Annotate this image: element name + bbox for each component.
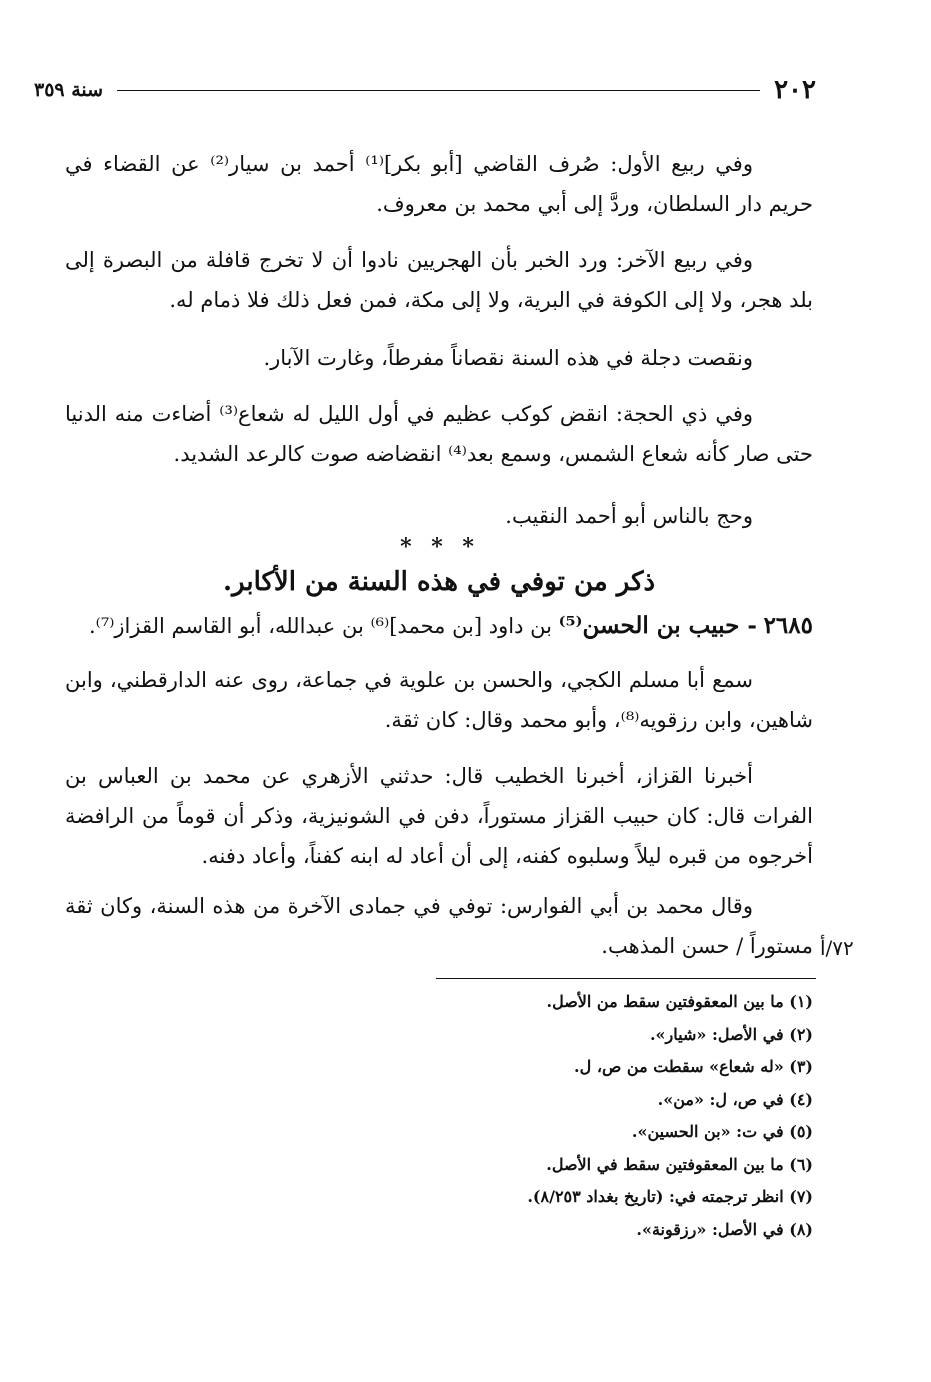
footnote-item: (٥) في ت: «بن الحسين». [631,1122,813,1141]
section-separator-stars: * * * [400,534,480,560]
section-title: ذكر من توفي في هذه السنة من الأكابر. [222,567,656,597]
manuscript-folio-marker: ٧٢/أ [820,936,854,960]
paragraph-death-date: وقال محمد بن أبي الفوارس: توفي في جمادى الآخرة من هذه السنة، وكان ثقة مستوراً / حسن المذهب. [65,894,813,958]
paragraph-rabi-akhir: وفي ربيع الآخر: ورد الخبر بأن الهجريين نادوا أن لا تخرج قافلة من البصرة إلى بلد هجر، ولا إلى الكوفة في البرية، ولا إلى مكة، فمن فعل ذلك فلا ذمام له. [65,248,813,312]
running-head-year: سنة ٣٥٩ [34,79,104,101]
footnote-item: (٧) انظر ترجمته في: (تاريخ بغداد ٨/٢٥٣). [527,1187,813,1206]
footnote-rule [436,978,816,979]
entry-name-text: حبيب بن الحسن⁽⁵⁾ [558,612,740,639]
paragraph-dhul-hijja: وفي ذي الحجة: انقض كوكب عظيم في أول الليل له شعاع⁽³⁾ أضاءت منه الدنيا حتى صار كأنه شعاع الشمس، وسمع بعد⁽⁴⁾ انقضاضه صوت كالرعد الشديد. [65,402,813,466]
footnote-item: (٣) «له شعاع» سقطت من ص، ل. [574,1057,813,1076]
paragraph-khatib-report: أخبرنا القزاز، أخبرنا الخطيب قال: حدثني الأزهري عن محمد بن العباس بن الفرات قال: كان حبيب القزاز مستوراً، دفن في الشونيزية، وذكر أن قوماً من الرافضة أخرجوه من قبره ليلاً وسلبوه كفنه، إلى أن أعاد له ابنه كفناً، وأعاد دفنه. [65,764,813,868]
footnote-item: (٢) في الأصل: «شيار». [649,1024,813,1044]
biography-entry-heading [65,606,813,646]
footnote-item: (٨) في الأصل: «رزقونة». [636,1219,813,1239]
footnote-item: (٤) في ص، ل: «من». [657,1089,813,1109]
footnotes-list [253,986,813,1246]
entry-number: ٢٦٨٥ [763,612,813,639]
paragraph-tigris: ونقصت دجلة في هذه السنة نقصاناً مفرطاً، وغارت الآبار. [263,346,753,370]
paragraph-hajj: وحج بالناس أبو أحمد النقيب. [505,504,753,528]
footnote-item: (١) ما بين المعقوفتين سقط من الأصل. [546,992,813,1011]
entry-lineage: بن داود [بن محمد]⁽⁶⁾ بن عبدالله، أبو القاسم القزاز⁽⁷⁾. [88,614,552,638]
page-number: ٢٠٢ [774,75,816,105]
header-rule [117,90,760,91]
page-header [34,70,816,110]
footnote-item: (٦) ما بين المعقوفتين سقط في الأصل. [546,1154,813,1174]
entry-name: - حبيب بن الحسن⁽⁵⁾ [558,612,757,639]
paragraph-narrators: سمع أبا مسلم الكجي، والحسن بن علوية في جماعة، روى عنه الدارقطني، وابن شاهين، وابن رزقويه⁽⁸⁾، وأبو محمد وقال: كان ثقة. [65,668,813,732]
paragraph-rabi-awwal: وفي ربيع الأول: صُرف القاضي [أبو بكر]⁽¹⁾ أحمد بن سيار⁽²⁾ عن القضاء في حريم دار السلطان، وردَّ إلى أبي محمد بن معروف. [65,152,813,216]
